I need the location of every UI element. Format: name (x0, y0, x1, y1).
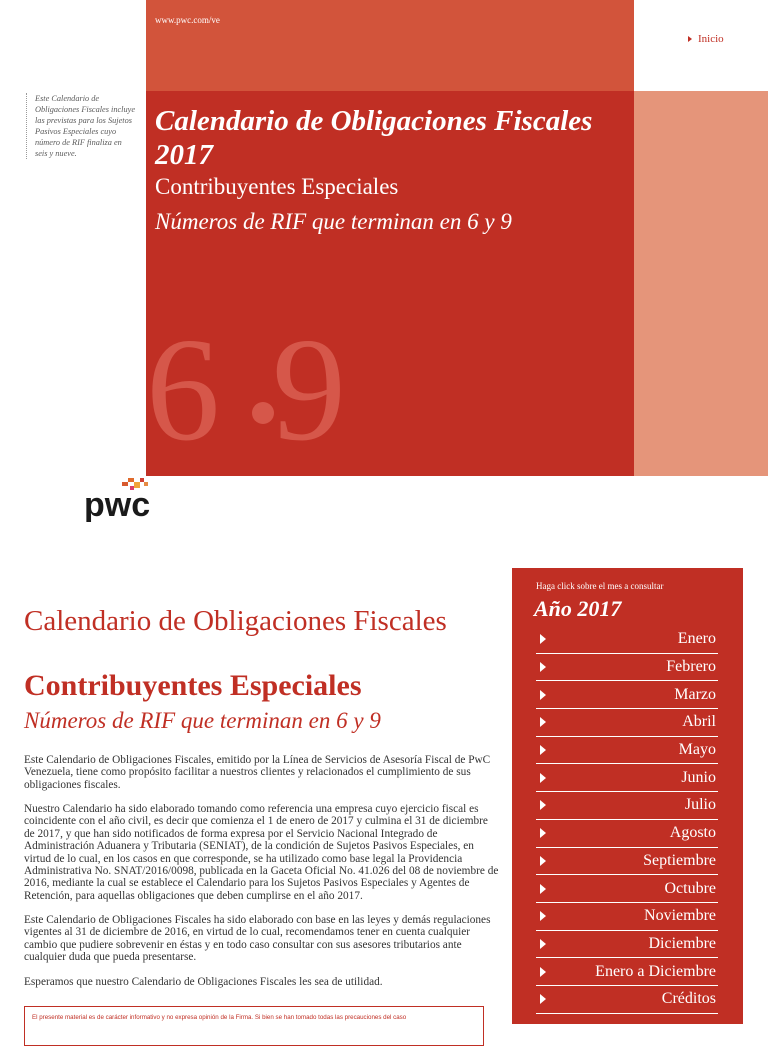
panel-hint: Haga click sobre el mes a consultar (536, 581, 664, 591)
month-label: Enero (677, 630, 716, 648)
disclaimer-text: El presente material es de carácter informativo y no expresa opinión de la Firma. Si bien se han tomado todas las precauciones del caso (32, 1014, 407, 1021)
pwc-logo (82, 478, 160, 522)
basis-paragraph: Nuestro Calendario ha sido elaborado tomando como referencia una empresa cuyo ejercicio fiscal es coincidente con el año civil, es decir que comienza el 1 de enero de 2017 y culmina el 31 de diciembre de 2017, y que han sido notificados de forma expresa por el Servicio Nacional Integrado de Administración Aduanera y Tributaria (SENIAT), de la condición de Sujetos Pasivos Especiales, en virtud de lo cual, en los casos en que corresponde, se ha utilizado como base legal la Providencia Administrativa No. SNAT/2016/0098, publicada en la Gaceta Oficial No. 41.026 del 08 de noviembre de 2016, mediante la cual se establece el Calendario para los Sujetos Pasivos Especiales y Agentes de Retención, para aquellas obligaciones que deben cumplirse en el año 2017. (24, 803, 499, 902)
month-link-noviembre[interactable] (536, 903, 718, 931)
triangle-right-icon (540, 884, 546, 894)
intro-paragraph: Este Calendario de Obligaciones Fiscales, emitido por la Línea de Servicios de Asesoría Fiscal de PwC Venezuela, tiene como propósito facilitar a nuestros clientes y relacionados el cumplimiento de sus obligaciones fiscales. (24, 754, 491, 791)
triangle-right-icon (688, 36, 692, 42)
closing-paragraph: Esperamos que nuestro Calendario de Obligaciones Fiscales les sea de utilidad. (24, 976, 383, 988)
month-label: Octubre (664, 879, 716, 897)
site-url[interactable]: www.pwc.com/ve (155, 15, 220, 25)
triangle-right-icon (540, 690, 546, 700)
pwc-logo-text: pwc (84, 486, 151, 522)
cover-accent-block (634, 91, 768, 476)
month-label: Diciembre (648, 934, 716, 952)
month-link-octubre[interactable] (536, 875, 718, 903)
month-label: Marzo (674, 685, 716, 703)
month-list (536, 626, 718, 1014)
month-link-abril[interactable] (536, 709, 718, 737)
section-subtitle: Contribuyentes Especiales (24, 669, 362, 702)
month-label: Julio (684, 796, 716, 814)
home-link-label: Inicio (698, 33, 724, 45)
month-link-enero[interactable] (536, 626, 718, 654)
month-label: Agosto (669, 824, 716, 842)
month-link-enero-a-diciembre[interactable] (536, 958, 718, 986)
triangle-right-icon (540, 662, 546, 672)
section-title: Calendario de Obligaciones Fiscales (24, 605, 447, 637)
triangle-right-icon (540, 745, 546, 755)
cover-top-band (146, 0, 634, 91)
month-link-mayo[interactable] (536, 737, 718, 765)
month-label: Abril (682, 713, 716, 731)
triangle-right-icon (540, 828, 546, 838)
triangle-right-icon (540, 800, 546, 810)
triangle-right-icon (540, 717, 546, 727)
month-link-agosto[interactable] (536, 820, 718, 848)
month-link-creditos[interactable] (536, 986, 718, 1014)
side-note: Este Calendario de Obligaciones Fiscales incluye las previstas para los Sujetos Pasivos Especiales cuyo número de RIF finaliza en seis y nueve. (26, 93, 135, 159)
legal-paragraph: Este Calendario de Obligaciones Fiscales ha sido elaborado con base en las leyes y demás regulaciones vigentes al 31 de diciembre de 2016, en virtud de lo cual, recomendamos tener en cuenta cualquier cambio que pudiere sobrevenir en éstas y en todo caso consultar con sus asesores tributarios ante cualquier duda que pueda presentarse. (24, 914, 491, 964)
home-link[interactable] (688, 33, 724, 45)
triangle-right-icon (540, 967, 546, 977)
big-digit-nine: 9 (272, 308, 346, 472)
triangle-right-icon (540, 634, 546, 644)
month-label: Septiembre (643, 851, 716, 869)
triangle-right-icon (540, 939, 546, 949)
triangle-right-icon (540, 911, 546, 921)
section-rif-line: Números de RIF que terminan en 6 y 9 (24, 708, 381, 733)
months-panel (512, 568, 743, 1024)
big-digit-dot (252, 402, 274, 424)
month-link-septiembre[interactable] (536, 848, 718, 876)
month-link-marzo[interactable] (536, 681, 718, 709)
month-label: Noviembre (644, 907, 716, 925)
triangle-right-icon (540, 773, 546, 783)
cover-subtitle: Contribuyentes Especiales (155, 174, 399, 199)
panel-year-title: Año 2017 (534, 596, 622, 621)
month-label: Créditos (661, 990, 716, 1008)
month-link-julio[interactable] (536, 792, 718, 820)
big-digit-six: 6 (146, 308, 220, 472)
triangle-right-icon (540, 856, 546, 866)
month-label: Enero a Diciembre (595, 962, 716, 980)
month-link-junio[interactable] (536, 764, 718, 792)
month-label: Mayo (678, 741, 716, 759)
cover-title: Calendario de Obligaciones Fiscales 2017 (155, 105, 593, 171)
month-label: Junio (681, 768, 716, 786)
month-link-febrero[interactable] (536, 654, 718, 682)
month-label: Febrero (666, 658, 716, 676)
triangle-right-icon (540, 994, 546, 1004)
cover-rif-line: Números de RIF que terminan en 6 y 9 (155, 209, 512, 234)
disclaimer-box (24, 1006, 484, 1046)
month-link-diciembre[interactable] (536, 931, 718, 959)
